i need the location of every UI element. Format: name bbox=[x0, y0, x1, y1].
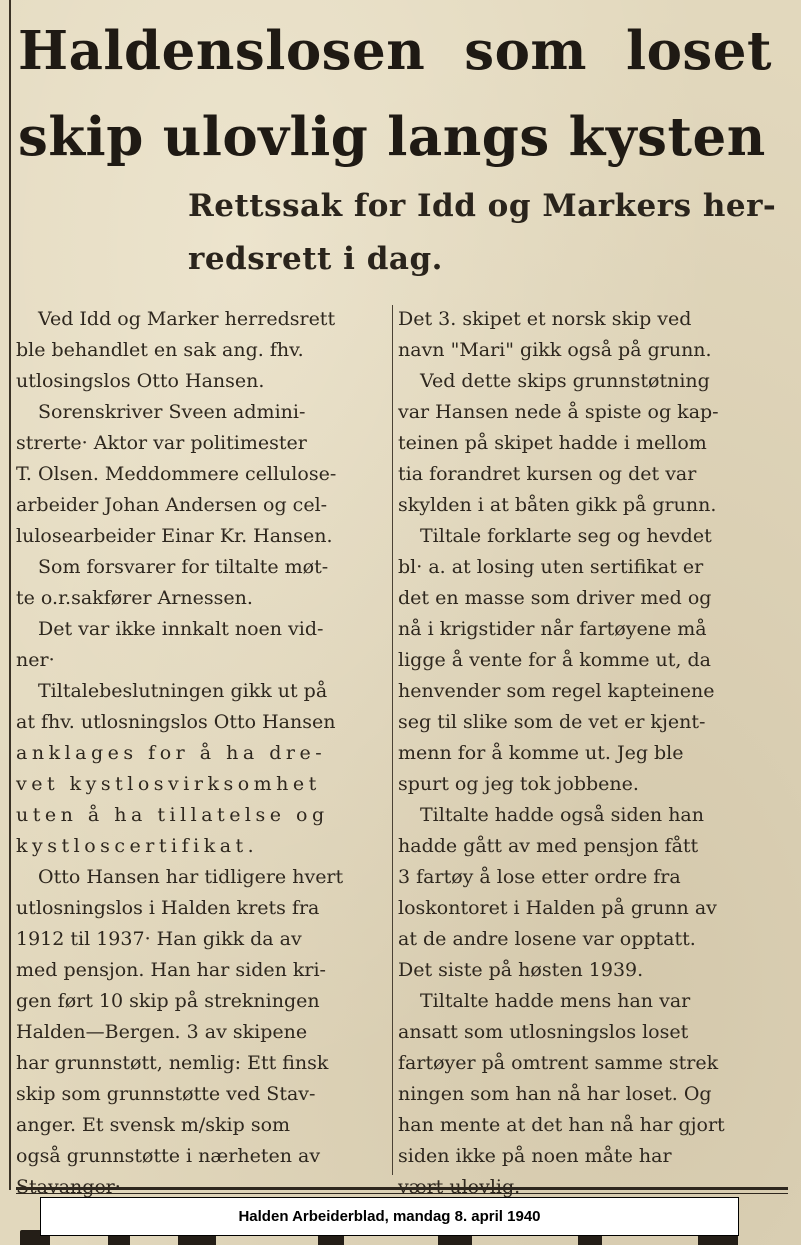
text-line: tia forandret kursen og det var bbox=[398, 463, 697, 485]
text-line: spurt og jeg tok jobbene. bbox=[398, 773, 639, 795]
bottom-rule-thin bbox=[16, 1193, 788, 1194]
text-line-spaced: kystloscertifikat. bbox=[16, 835, 259, 857]
text-line: Tiltalebeslutningen gikk ut på bbox=[38, 680, 328, 702]
text-line: Det 3. skipet et norsk skip ved bbox=[398, 308, 692, 330]
text-line: det en masse som driver med og bbox=[398, 587, 712, 609]
text-line: lulosearbeider Einar Kr. Hansen. bbox=[16, 525, 333, 547]
subheadline-line-1: Rettssak for Idd og Markers her- bbox=[188, 188, 777, 224]
text-line: at de andre losene var opptatt. bbox=[398, 928, 696, 950]
headline bbox=[18, 8, 788, 180]
text-line-spaced: uten å ha tillatelse og bbox=[16, 804, 329, 826]
text-line: utlosingslos Otto Hansen. bbox=[16, 370, 265, 392]
text-line: har grunnstøtt, nemlig: Ett finsk bbox=[16, 1052, 329, 1074]
text-line: Sorenskriver Sveen admini- bbox=[38, 401, 306, 423]
text-line: 3 fartøy å lose etter ordre fra bbox=[398, 866, 681, 888]
text-line: var Hansen nede å spiste og kap- bbox=[398, 401, 719, 423]
text-line: ansatt som utlosningslos loset bbox=[398, 1021, 689, 1043]
text-line: nå i krigstider når fartøyene må bbox=[398, 618, 707, 640]
text-line: Det siste på høsten 1939. bbox=[398, 959, 644, 981]
text-line: seg til slike som de vet er kjent- bbox=[398, 711, 706, 733]
text-line: skylden i at båten gikk på grunn. bbox=[398, 494, 717, 516]
text-line: ble behandlet en sak ang. fhv. bbox=[16, 339, 304, 361]
text-line: siden ikke på noen måte har bbox=[398, 1145, 672, 1167]
text-line: fartøyer på omtrent samme strek bbox=[398, 1052, 719, 1074]
article-column-right bbox=[398, 304, 776, 1203]
text-line: 1912 til 1937· Han gikk da av bbox=[16, 928, 302, 950]
text-line: teinen på skipet hadde i mellom bbox=[398, 432, 707, 454]
text-line: Som forsvarer for tiltalte møt- bbox=[38, 556, 329, 578]
text-line: ligge å vente for å komme ut, da bbox=[398, 649, 711, 671]
headline-line-1: Haldenslosen som loset bbox=[18, 20, 772, 82]
text-line: ningen som han nå har loset. Og bbox=[398, 1083, 712, 1105]
text-line: henvender som regel kapteinene bbox=[398, 680, 715, 702]
text-line: hadde gått av med pensjon fått bbox=[398, 835, 699, 857]
text-line-spaced: vet kystlosvirksomhet bbox=[16, 773, 321, 795]
text-line: strerte· Aktor var politimester bbox=[16, 432, 307, 454]
text-line: utlosningslos i Halden krets fra bbox=[16, 897, 320, 919]
text-line: at fhv. utlosningslos Otto Hansen bbox=[16, 711, 336, 733]
text-line: Ved dette skips grunnstøtning bbox=[420, 370, 710, 392]
subheadline-line-2: redsrett i dag. bbox=[188, 241, 443, 277]
text-line: arbeider Johan Andersen og cel- bbox=[16, 494, 328, 516]
text-line: ner· bbox=[16, 649, 55, 671]
text-line: Tiltalte hadde mens han var bbox=[420, 990, 691, 1012]
left-column-rule bbox=[9, 0, 11, 1190]
headline-line-2: skip ulovlig langs kysten bbox=[18, 106, 766, 168]
text-line: Tiltale forklarte seg og hevdet bbox=[420, 525, 712, 547]
text-line: med pensjon. Han har siden kri- bbox=[16, 959, 326, 981]
bottom-rule bbox=[16, 1187, 788, 1190]
text-line: han mente at det han nå har gjort bbox=[398, 1114, 725, 1136]
text-line: menn for å komme ut. Jeg ble bbox=[398, 742, 684, 764]
text-line: T. Olsen. Meddommere cellulose- bbox=[16, 463, 337, 485]
text-line: bl· a. at losing uten sertifikat er bbox=[398, 556, 704, 578]
text-line: te o.r.sakfører Arnessen. bbox=[16, 587, 253, 609]
source-caption: Halden Arbeiderblad, mandag 8. april 1940 bbox=[40, 1197, 739, 1236]
text-line: også grunnstøtte i nærheten av bbox=[16, 1145, 321, 1167]
text-line: skip som grunnstøtte ved Stav- bbox=[16, 1083, 316, 1105]
text-line: navn "Mari" gikk også på grunn. bbox=[398, 339, 712, 361]
text-line: Halden—Bergen. 3 av skipene bbox=[16, 1021, 308, 1043]
column-divider bbox=[392, 305, 393, 1175]
text-line: Det var ikke innkalt noen vid- bbox=[38, 618, 324, 640]
text-line: gen ført 10 skip på strekningen bbox=[16, 990, 320, 1012]
text-line: anger. Et svensk m/skip som bbox=[16, 1114, 291, 1136]
text-line: Otto Hansen har tidligere hvert bbox=[38, 866, 344, 888]
subheadline bbox=[188, 180, 788, 286]
text-line: Ved Idd og Marker herredsrett bbox=[38, 308, 336, 330]
article-column-left bbox=[16, 304, 386, 1203]
text-line: loskontoret i Halden på grunn av bbox=[398, 897, 717, 919]
text-line: Tiltalte hadde også siden han bbox=[420, 804, 704, 826]
text-line-spaced: anklages for å ha dre- bbox=[16, 742, 327, 764]
